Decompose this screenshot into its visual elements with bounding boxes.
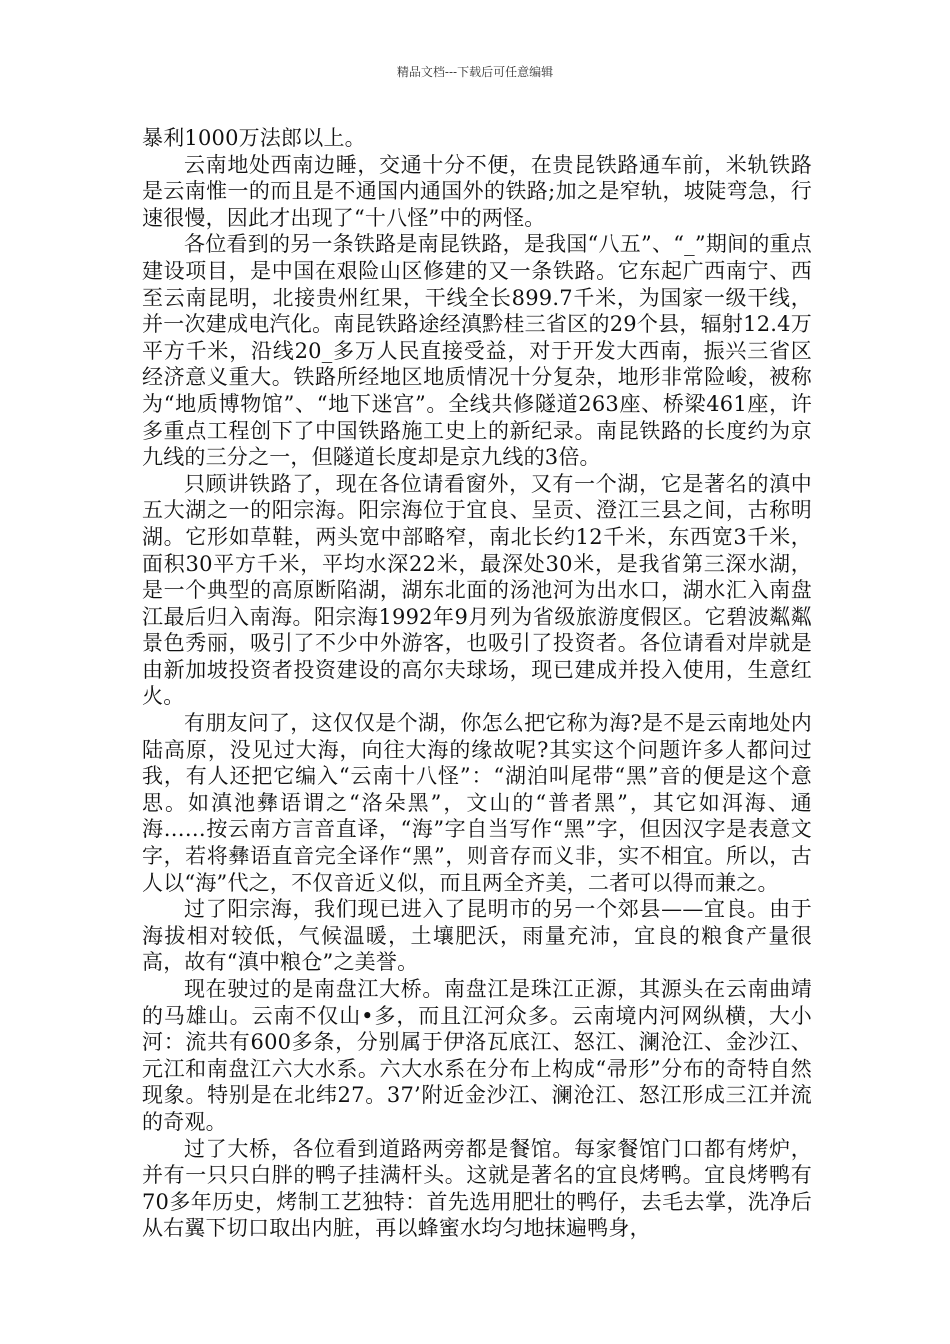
paragraph-4: 只顾讲铁路了，现在各位请看窗外，又有一个湖，它是著名的滇中五大湖之一的阳宗海。阳宗海位于宜良、呈贡、澄江三县之间，古称明湖。它形如草鞋，两头宽中部略窄，南北长约12千米，东西宽3千米，面积30平方千米，平均水深22米，最深处30米，是我省第三深水湖，是一个典型的高原断陷湖，湖东北面的汤池河为出水口，湖水汇入南盘江最后归入南海。阳宗海1992年9月列为省级旅游度假区。它碧波粼粼景色秀丽，吸引了不少中外游客，也吸引了投资者。各位请看对岸就是由新加坡投资者投资建设的高尔夫球场，现已建成并投入使用，生意红火。 xyxy=(142,471,812,709)
paragraph-6: 过了阳宗海，我们现已进入了昆明市的另一个郊县——宜良。由于海拔相对较低，气候温暖，土壤肥沃，雨量充沛，宜良的粮食产量很高，故有“滇中粮仓”之美誉。 xyxy=(142,897,812,975)
paragraph-1: 暴利1000万法郎以上。 xyxy=(142,126,366,150)
paragraph-5: 有朋友问了，这仅仅是个湖，你怎么把它称为海?是不是云南地处内陆高原，没见过大海，向往大海的缘故呢?其实这个问题许多人都问过我，有人还把它编入“云南十八怪”：“湖泊叫尾带“黑”音的便是这个意思。如滇池彝语谓之“洛朵黑”，文山的“普者黑”，其它如洱海、通海……按云南方言音直译，“海”字自当写作“黑”字，但因汉字是表意文字，若将彝语直音完全译作“黑”，则音存而义非，实不相宜。所以，古人以“海”代之，不仅音近义似，而且两全齐美，二者可以得而兼之。 xyxy=(142,711,812,895)
page-header: 精品文档---下载后可任意编辑 xyxy=(396,65,554,79)
paragraph-8: 过了大桥，各位看到道路两旁都是餐馆。每家餐馆门口都有烤炉，并有一只只白胖的鸭子挂满杆头。这就是著名的宜良烤鸭。宜良烤鸭有70多年历史，烤制工艺独特：首先选用肥壮的鸭仔，去毛去掌，洗净后从右翼下切口取出内脏，再以蜂蜜水均匀地抹遍鸭身， xyxy=(142,1136,812,1241)
paragraph-7: 现在驶过的是南盘江大桥。南盘江是珠江正源，其源头在云南曲靖的马雄山。云南不仅山•多，而且江河众多。云南境内河网纵横，大小河：流共有600多条，分别属于伊洛瓦底江、怒江、澜沧江、金沙江、元江和南盘江六大水系。六大水系在分布上构成“帚形”分布的奇特自然现象。特别是在北纬27。37’附近金沙江、澜沧江、怒江形成三江并流的奇观。 xyxy=(142,977,812,1134)
paragraph-2: 云南地处西南边睡，交通十分不便，在贵昆铁路通车前，米轨铁路是云南惟一的而且是不通国内通国外的铁路;加之是窄轨，坡陡弯急，行速很慢，因此才出现了“十八怪”中的两怪。 xyxy=(142,152,812,230)
paragraph-3: 各位看到的另一条铁路是南昆铁路，是我国“八五”、“_”期间的重点建设项目，是中国在艰险山区修建的又一条铁路。它东起广西南宁、西至云南昆明，北接贵州红果，干线全长899.7千米，为国家一级干线，并一次建成电汽化。南昆铁路途经滇黔桂三省区的29个县，辐射12.4万平方千米，沿线20_多万人民直接受益，对于开发大西南，振兴三省区经济意义重大。铁路所经地区地质情况十分复杂，地形非常险峻，被称为“地质博物馆”、“地下迷宫”。全线共修隧道263座、桥梁461座，许多重点工程创下了中国铁路施工史上的新纪录。南昆铁路的长度约为京九线的三分之一，但隧道长度却是京九线的3倍。 xyxy=(142,232,812,470)
document-body xyxy=(142,125,812,1242)
